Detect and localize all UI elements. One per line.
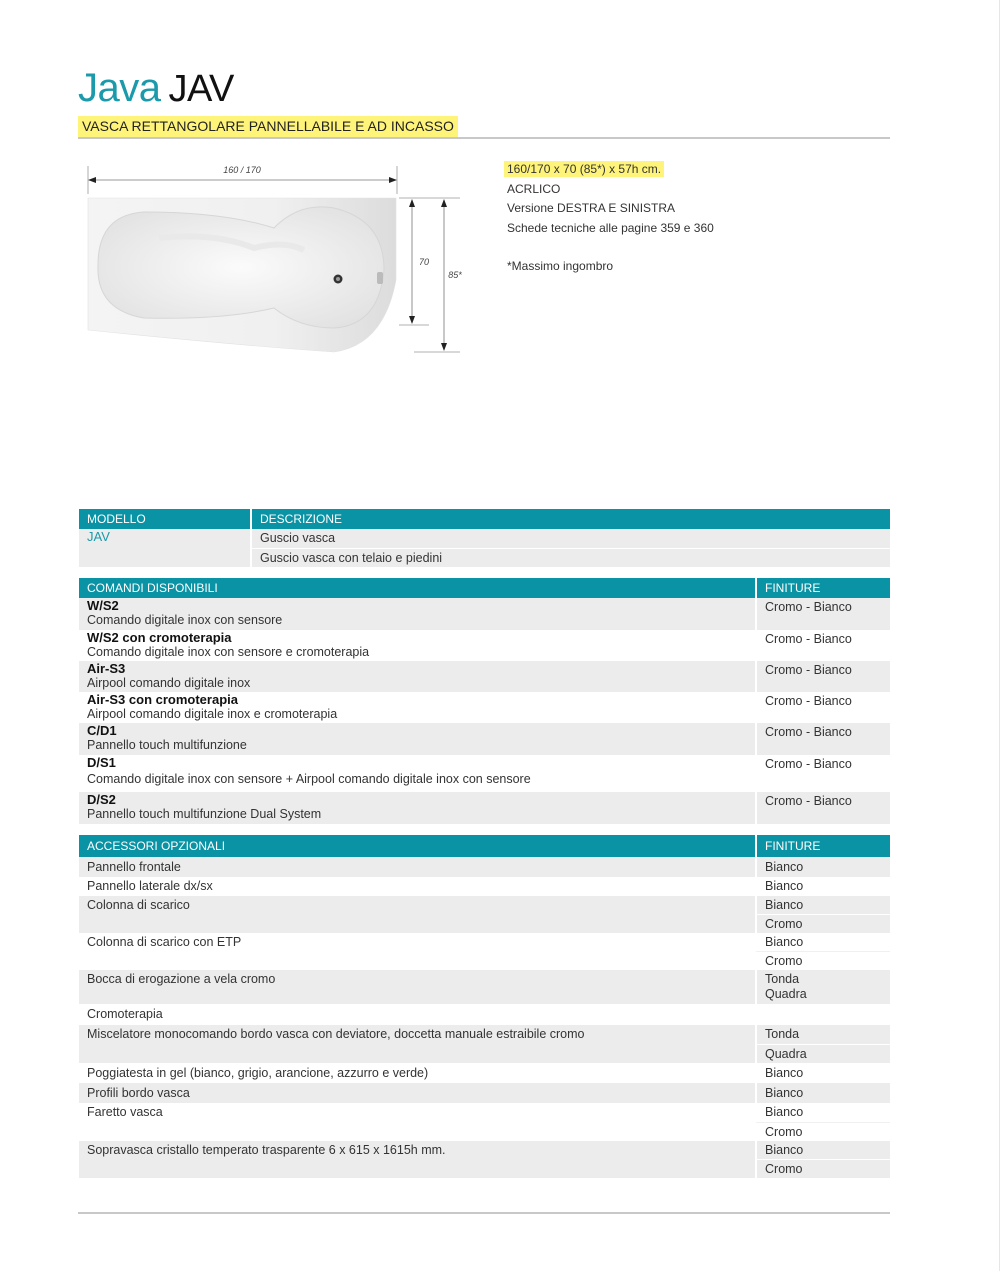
command-row (79, 661, 890, 692)
command-finish: Cromo - Bianco (755, 792, 890, 824)
accessory-name: Profili bordo vasca (79, 1083, 755, 1103)
accessory-finish: Bianco (755, 877, 890, 896)
accessory-name: Colonna di scarico (79, 896, 755, 933)
command-description: Comando digitale inox con sensore e cromoterapia (87, 645, 370, 659)
command-finish: Cromo - Bianco (755, 630, 890, 661)
command-name: Air-S3 con cromoterapia (87, 692, 238, 707)
accessory-finish: Bianco (755, 933, 890, 952)
header-divider (78, 137, 890, 139)
command-row (79, 723, 890, 755)
command-description: Comando digitale inox con sensore + Airpool comando digitale inox con sensore (87, 772, 531, 786)
product-name: Java (78, 66, 161, 110)
command-name: W/S2 (87, 598, 119, 613)
command-name: W/S2 con cromoterapia (87, 630, 232, 645)
accessory-finish: Cromo (755, 1123, 890, 1141)
spec-dimensions: 160/170 x 70 (85*) x 57h cm. (504, 161, 664, 177)
spec-note: *Massimo ingombro (507, 259, 614, 273)
depth-label: 70 (418, 257, 430, 267)
footer-divider (78, 1212, 890, 1214)
accessory-finish: Quadra (765, 987, 807, 1001)
accessory-finish: Tonda (755, 1025, 890, 1045)
command-finish: Cromo - Bianco (755, 755, 890, 792)
command-row (79, 792, 890, 824)
accessory-row (79, 1025, 890, 1045)
accessory-row (79, 1004, 890, 1025)
product-subtitle: VASCA RETTANGOLARE PANNELLABILE E AD INCASSO (78, 116, 458, 137)
col-header-finishes: FINITURE (755, 835, 890, 857)
accessory-name: Poggiatesta in gel (bianco, grigio, arancione, azzurro e verde) (79, 1063, 755, 1083)
accessories-table (79, 835, 890, 1178)
command-description: Airpool comando digitale inox (87, 676, 251, 690)
accessory-row (79, 933, 890, 952)
commands-table (79, 578, 890, 824)
accessory-finish: Tonda (765, 972, 800, 986)
accessory-finish: Bianco (755, 1083, 890, 1103)
command-description: Comando digitale inox con sensore (87, 613, 283, 627)
accessory-finish: Cromo (755, 915, 890, 933)
col-header-model: MODELLO (79, 509, 250, 529)
command-name: Air-S3 (87, 661, 126, 676)
command-finish: Cromo - Bianco (755, 661, 890, 692)
accessory-finish: Quadra (755, 1045, 890, 1063)
bathtub-drawing (84, 160, 474, 360)
command-name: D/S1 (87, 755, 116, 770)
accessory-finish: Bianco (755, 1103, 890, 1123)
depth-dimension (399, 198, 460, 325)
accessory-row (79, 1063, 890, 1083)
col-header-description: DESCRIZIONE (250, 509, 890, 529)
command-name: D/S2 (87, 792, 116, 807)
command-finish: Cromo - Bianco (755, 723, 890, 755)
command-finish: Cromo - Bianco (755, 692, 890, 723)
models-table (79, 509, 890, 567)
accessory-finish: Cromo (755, 952, 890, 970)
accessory-row (79, 970, 890, 1004)
command-description: Airpool comando digitale inox e cromoterapia (87, 707, 338, 721)
model-code: JAV (87, 529, 110, 544)
accessory-name: Pannello laterale dx/sx (79, 877, 755, 896)
max-depth-label: 85* (448, 270, 462, 280)
accessory-name: Cromoterapia (79, 1004, 755, 1025)
accessory-finish: Bianco (755, 1063, 890, 1083)
accessory-name: Bocca di erogazione a vela cromo (79, 970, 755, 1004)
accessory-name: Miscelatore monocomando bordo vasca con deviatore, doccetta manuale estraibile cromo (79, 1025, 755, 1063)
accessory-name: Sopravasca cristallo temperato trasparente 6 x 615 x 1615h mm. (79, 1141, 755, 1178)
command-row (79, 755, 890, 792)
accessory-row (79, 857, 890, 877)
model-description: Guscio vasca con telaio e piedini (250, 549, 890, 567)
accessory-row (79, 896, 890, 915)
accessory-row (79, 1083, 890, 1103)
overflow-icon (377, 272, 383, 284)
accessory-finish: Cromo (755, 1160, 890, 1178)
command-row (79, 598, 890, 630)
page-title (78, 66, 234, 111)
width-label: 160 / 170 (223, 165, 261, 175)
specs-block (507, 160, 714, 277)
command-description: Pannello touch multifunzione (87, 738, 247, 752)
accessory-row (79, 1103, 890, 1123)
command-row (79, 630, 890, 661)
accessory-name: Faretto vasca (79, 1103, 755, 1141)
table-row (79, 529, 890, 549)
product-code: JAV (168, 68, 234, 110)
col-header-finishes: FINITURE (755, 578, 890, 598)
accessory-row (79, 1141, 890, 1160)
command-row (79, 692, 890, 723)
accessory-name: Colonna di scarico con ETP (79, 933, 755, 970)
spec-datasheets: Schede tecniche alle pagine 359 e 360 (507, 220, 714, 235)
accessory-finish: Bianco (755, 896, 890, 915)
model-description: Guscio vasca (250, 529, 890, 549)
accessory-row (79, 877, 890, 896)
col-header-accessories: ACCESSORI OPZIONALI (79, 835, 755, 857)
command-finish: Cromo - Bianco (755, 598, 890, 630)
accessory-finish: Bianco (755, 857, 890, 877)
command-description: Pannello touch multifunzione Dual System (87, 807, 322, 821)
accessory-name: Pannello frontale (79, 857, 755, 877)
command-name: C/D1 (87, 723, 117, 738)
accessory-finish: Bianco (755, 1141, 890, 1160)
col-header-commands: COMANDI DISPONIBILI (79, 578, 755, 598)
spec-version: Versione DESTRA E SINISTRA (507, 201, 676, 215)
spec-material: ACRLICO (507, 181, 561, 196)
